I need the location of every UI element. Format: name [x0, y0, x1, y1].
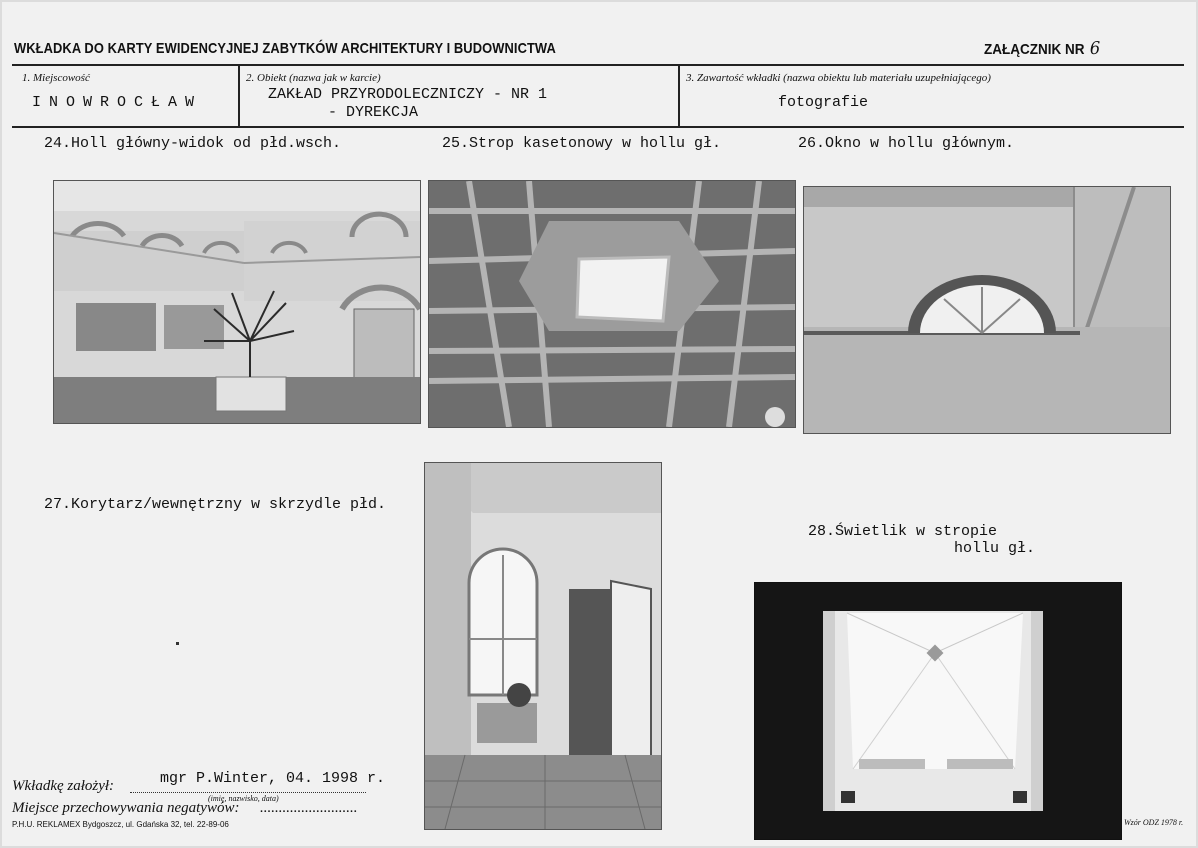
bottom-rule: [12, 126, 1184, 128]
object-label: 2. Obiekt (nazwa jak w karcie): [246, 72, 381, 84]
locality-label: 1. Miejscowość: [22, 72, 90, 84]
founder-hint: (imię, nazwisko, data): [208, 794, 279, 803]
founder-value: mgr P.Winter, 04. 1998 r.: [160, 770, 386, 787]
stray-mark: [176, 642, 179, 645]
caption-24: 24.Holl główny-widok od płd.wsch.: [44, 135, 342, 152]
negatives-dots: ..........................: [260, 800, 358, 816]
photo-inner-corridor: [424, 462, 662, 830]
top-rule: [12, 64, 1184, 66]
founder-label: Wkładkę założył:: [12, 778, 115, 794]
photo-coffered-ceiling: [428, 180, 796, 428]
negatives-label: Miejsce przechowywania negatywów:: [12, 800, 240, 816]
photo-hall-window: [803, 186, 1171, 434]
caption-26: 26.Okno w hollu głównym.: [798, 135, 1015, 152]
annex-label: [984, 38, 1100, 59]
form-code: Wzór ODZ 1978 r.: [1124, 818, 1184, 827]
object-value-line2: - DYREKCJA: [328, 104, 419, 121]
registry-sheet: [2, 2, 1196, 846]
caption-28-line2: hollu gł.: [954, 540, 1036, 557]
caption-25: 25.Strop kasetonowy w hollu gł.: [442, 135, 722, 152]
founder-dotted-line: [130, 792, 366, 793]
photo-hall-view: [53, 180, 421, 424]
annex-label-text: ZAŁĄCZNIK NR: [984, 41, 1085, 58]
content-value: fotografie: [778, 94, 869, 111]
printer-info: P.H.U. REKLAMEX Bydgoszcz, ul. Gdańska 32, tel. 22-89-06: [12, 820, 229, 829]
divider-1: [238, 64, 240, 127]
locality-value: INOWROCŁAW: [32, 94, 203, 111]
object-value-line1: ZAKŁAD PRZYRODOLECZNICZY - NR 1: [268, 86, 548, 103]
content-label: 3. Zawartość wkładki (nazwa obiektu lub materiału uzupełniającego): [686, 72, 991, 84]
caption-27: 27.Korytarz/wewnętrzny w skrzydle płd.: [44, 496, 387, 513]
photo-skylight: [754, 582, 1122, 840]
document-title: WKŁADKA DO KARTY EWIDENCYJNEJ ZABYTKÓW ARCHITEKTURY I BUDOWNICTWA: [14, 40, 556, 57]
divider-2: [678, 64, 680, 127]
caption-28-line1: 28.Świetlik w stropie: [808, 523, 998, 540]
annex-number: 6: [1089, 38, 1101, 59]
